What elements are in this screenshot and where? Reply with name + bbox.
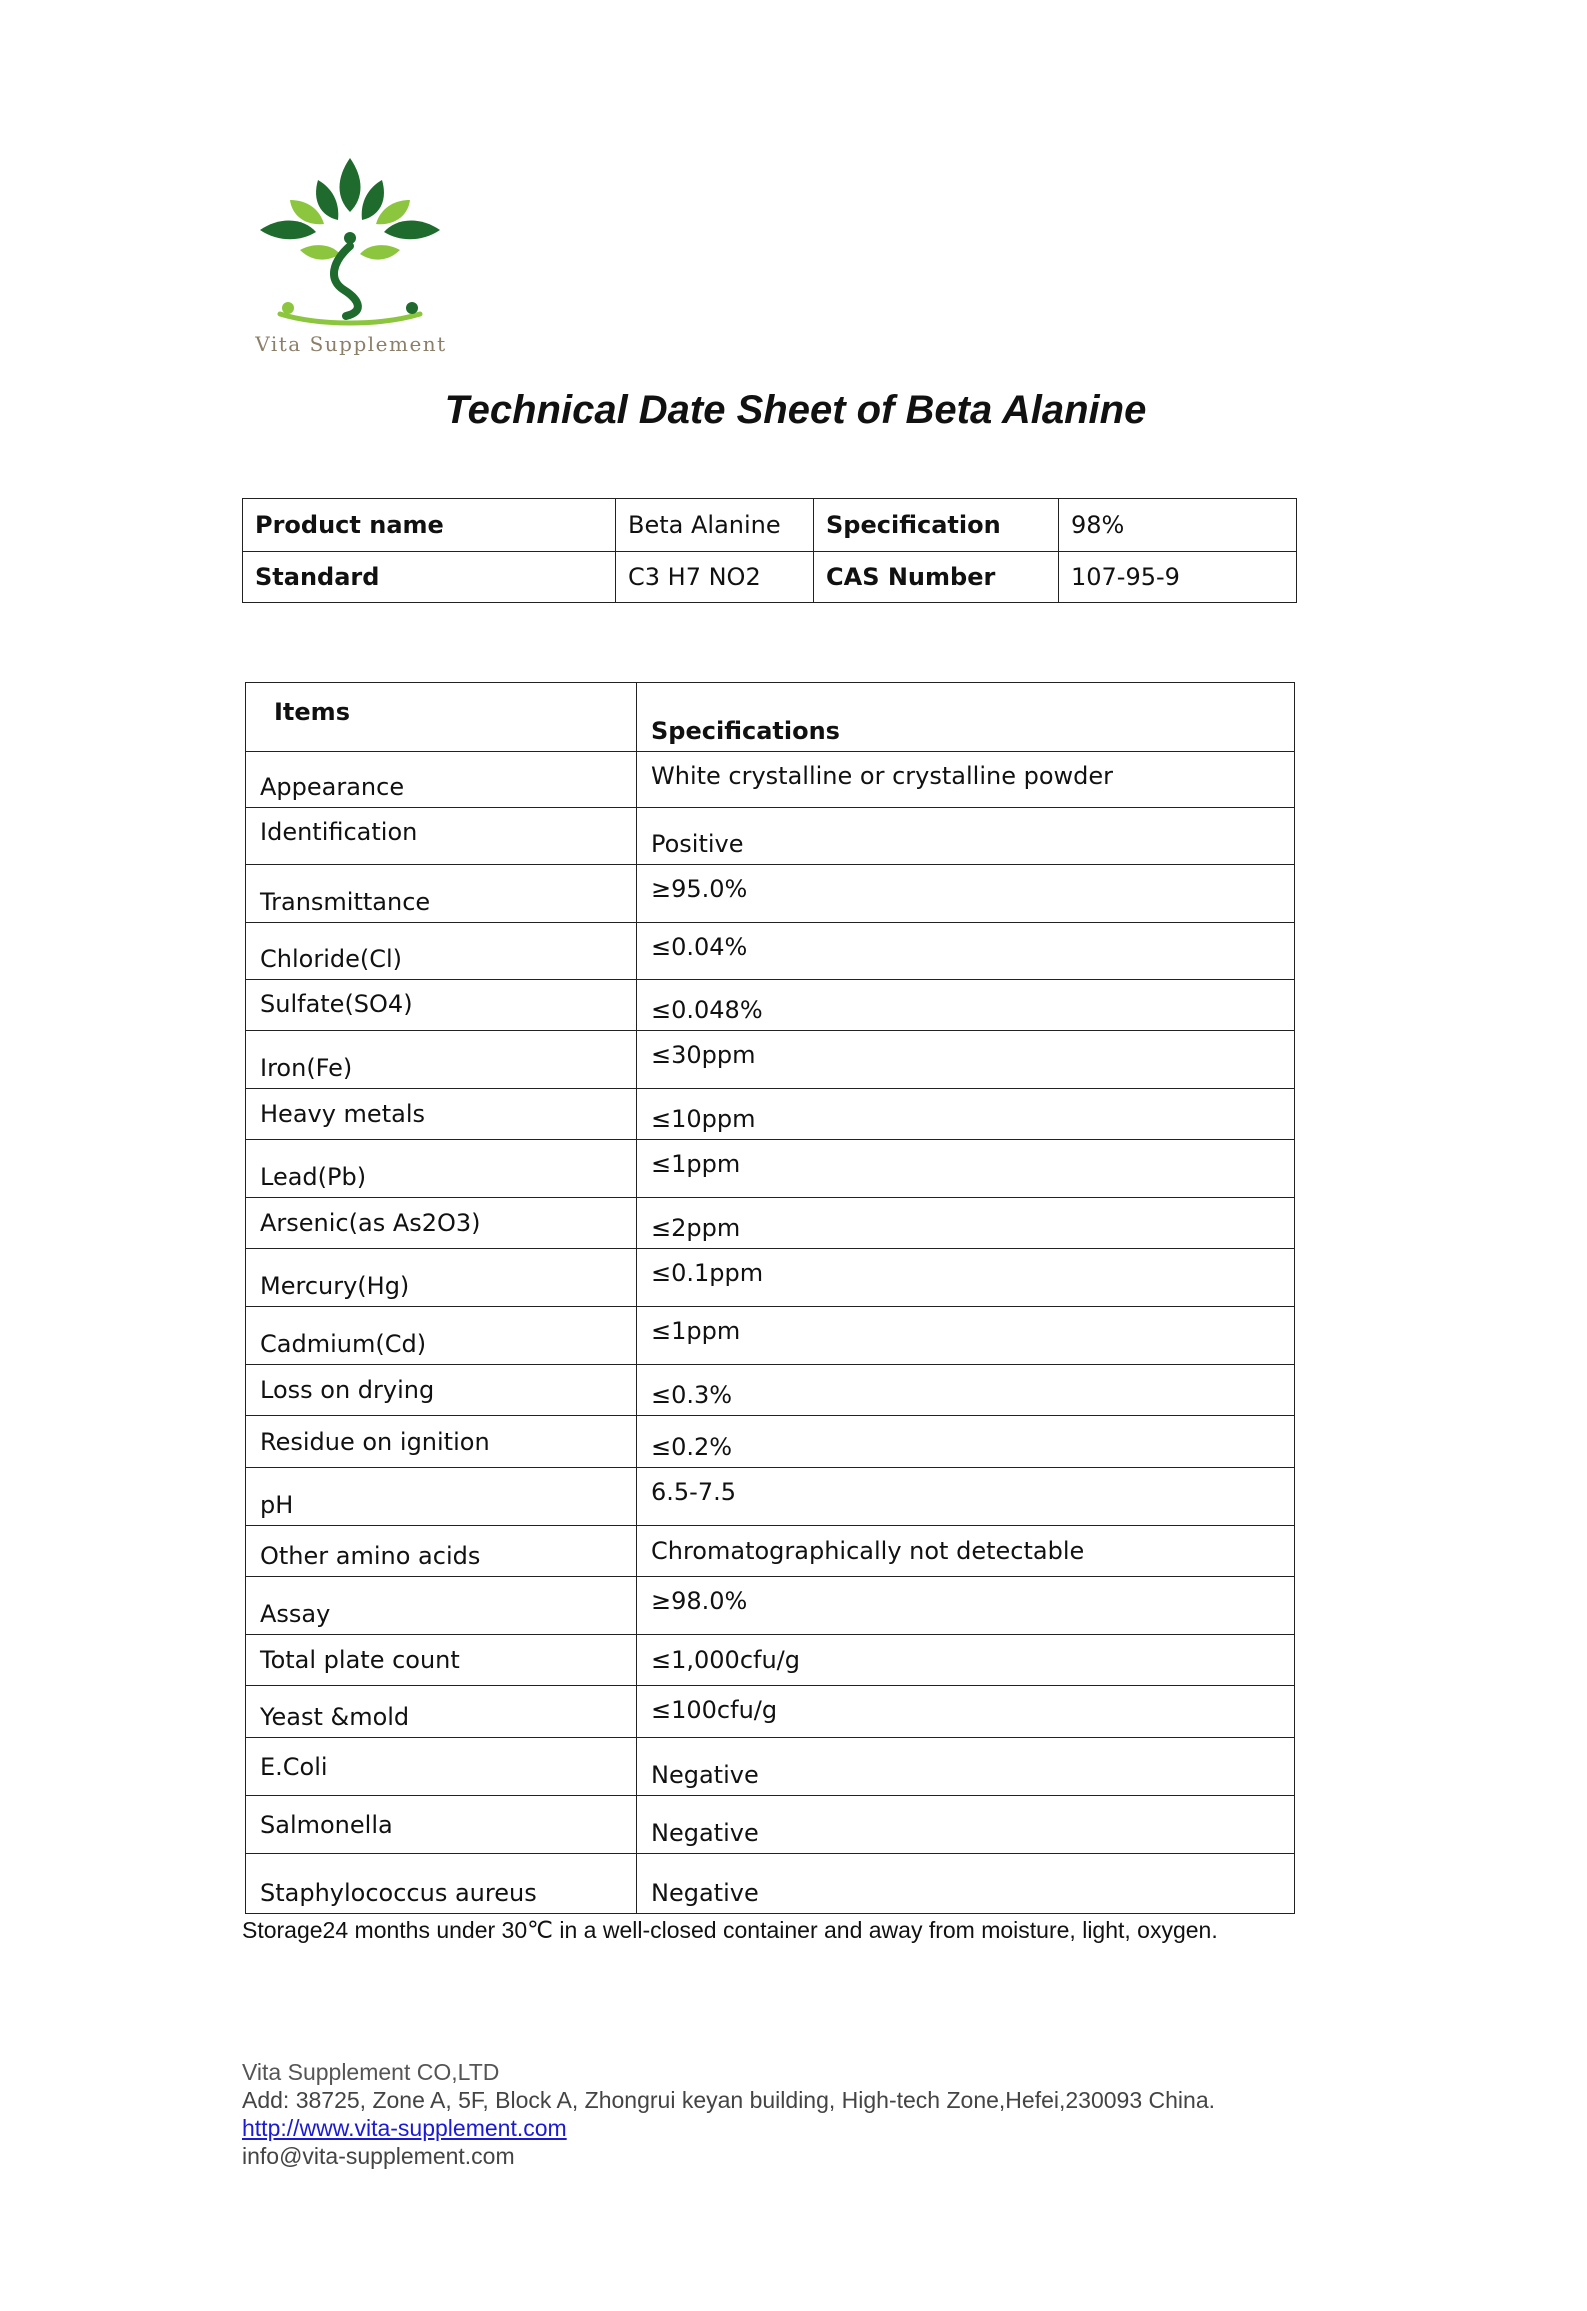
- page-title: [0, 388, 1587, 433]
- product-name-value: Beta Alanine: [616, 499, 814, 552]
- table-row: [246, 1140, 1295, 1198]
- table-row: [246, 1089, 1295, 1140]
- table-header-row: [246, 683, 1295, 752]
- item-spec: ≤10ppm: [637, 1089, 1295, 1140]
- table-row: [246, 1365, 1295, 1416]
- item-spec: ≤0.04%: [637, 923, 1295, 980]
- table-row: [246, 865, 1295, 923]
- item-spec: Negative: [637, 1796, 1295, 1854]
- product-name-label: Product name: [243, 499, 616, 552]
- table-row: [246, 1686, 1295, 1738]
- table-row: [246, 1307, 1295, 1365]
- table-row: [246, 1738, 1295, 1796]
- item-spec: ≤0.2%: [637, 1416, 1295, 1468]
- item-spec: ≤30ppm: [637, 1031, 1295, 1089]
- cas-number-label: CAS Number: [814, 552, 1059, 603]
- table-row: [246, 980, 1295, 1031]
- table-row: [246, 1526, 1295, 1577]
- website-link[interactable]: http://www.vita-supplement.com: [242, 2115, 567, 2141]
- leaf-logo-icon: [240, 150, 460, 330]
- table-row: [246, 923, 1295, 980]
- arsenic-label: Arsenic(as As2O3): [260, 1209, 481, 1237]
- company-email: info@vita-supplement.com: [242, 2143, 515, 2169]
- item-name: E.Coli: [246, 1738, 637, 1796]
- table-row: [246, 1198, 1295, 1249]
- table-row: [243, 499, 1297, 552]
- item-name: Transmittance: [246, 865, 637, 923]
- item-name: Other amino acids: [246, 1526, 637, 1577]
- item-name: Staphylococcus aureus: [246, 1854, 637, 1914]
- item-name: Appearance: [246, 752, 637, 808]
- item-spec: ≥98.0%: [637, 1577, 1295, 1635]
- item-spec: Negative: [637, 1854, 1295, 1914]
- item-name: Chloride(Cl): [246, 923, 637, 980]
- standard-label: Standard: [243, 552, 616, 603]
- items-header: Items: [246, 683, 637, 752]
- table-row: [243, 552, 1297, 603]
- item-name: Sulfate(SO4): [246, 980, 637, 1031]
- item-name: Residue on ignition: [246, 1416, 637, 1468]
- item-spec: ≤0.1ppm: [637, 1249, 1295, 1307]
- item-name: Mercury(Hg): [246, 1249, 637, 1307]
- table-row: [246, 1031, 1295, 1089]
- specification-value: 98%: [1059, 499, 1297, 552]
- company-name: Vita Supplement CO,LTD: [242, 2059, 500, 2085]
- item-spec: ≤0.048%: [637, 980, 1295, 1031]
- table-row: [246, 1416, 1295, 1468]
- storage-note: Storage24 months under 30℃ in a well-closed container and away from moisture, light, oxygen.: [242, 1917, 1218, 1943]
- item-spec: ≥95.0%: [637, 865, 1295, 923]
- item-spec: ≤1ppm: [637, 1307, 1295, 1365]
- item-spec: Negative: [637, 1738, 1295, 1796]
- specifications-header: Specifications: [637, 683, 1295, 752]
- item-name: Total plate count: [246, 1635, 637, 1686]
- table-row: [246, 752, 1295, 808]
- item-name: Assay: [246, 1577, 637, 1635]
- specifications-table: [245, 682, 1295, 1914]
- table-row: [246, 1796, 1295, 1854]
- item-name: pH: [246, 1468, 637, 1526]
- cas-number-value: 107-95-9: [1059, 552, 1297, 603]
- item-name: [246, 1198, 637, 1249]
- item-spec: ≤0.3%: [637, 1365, 1295, 1416]
- table-row: [246, 1468, 1295, 1526]
- item-spec: ≤2ppm: [637, 1198, 1295, 1249]
- item-spec: ≤100cfu/g: [637, 1686, 1295, 1738]
- item-spec: ≤1ppm: [637, 1140, 1295, 1198]
- item-name: Yeast &mold: [246, 1686, 637, 1738]
- table-row: [246, 808, 1295, 865]
- item-name: Cadmium(Cd): [246, 1307, 637, 1365]
- logo-text: Vita Supplement: [255, 332, 447, 356]
- company-logo: [240, 150, 460, 365]
- item-spec: White crystalline or crystalline powder: [637, 752, 1295, 808]
- table-row: [246, 1249, 1295, 1307]
- item-name: Lead(Pb): [246, 1140, 637, 1198]
- footer: [242, 2058, 1215, 2170]
- standard-value: C3 H7 NO2: [616, 552, 814, 603]
- table-row: [246, 1854, 1295, 1914]
- item-spec: Positive: [637, 808, 1295, 865]
- product-summary-table: [242, 498, 1297, 603]
- item-spec: ≤1,000cfu/g: [637, 1635, 1295, 1686]
- item-name: Identification: [246, 808, 637, 865]
- item-spec: 6.5-7.5: [637, 1468, 1295, 1526]
- item-name: Heavy metals: [246, 1089, 637, 1140]
- title-text: Technical Date Sheet of Beta Alanine: [444, 388, 1147, 432]
- item-name: Iron(Fe): [246, 1031, 637, 1089]
- company-address: Add: 38725, Zone A, 5F, Block A, Zhongrui keyan building, High-tech Zone,Hefei,230093 China.: [242, 2087, 1216, 2113]
- specification-label: Specification: [814, 499, 1059, 552]
- item-name: Loss on drying: [246, 1365, 637, 1416]
- table-row: [246, 1635, 1295, 1686]
- item-name: Salmonella: [246, 1796, 637, 1854]
- item-spec: Chromatographically not detectable: [637, 1526, 1295, 1577]
- table-row: [246, 1577, 1295, 1635]
